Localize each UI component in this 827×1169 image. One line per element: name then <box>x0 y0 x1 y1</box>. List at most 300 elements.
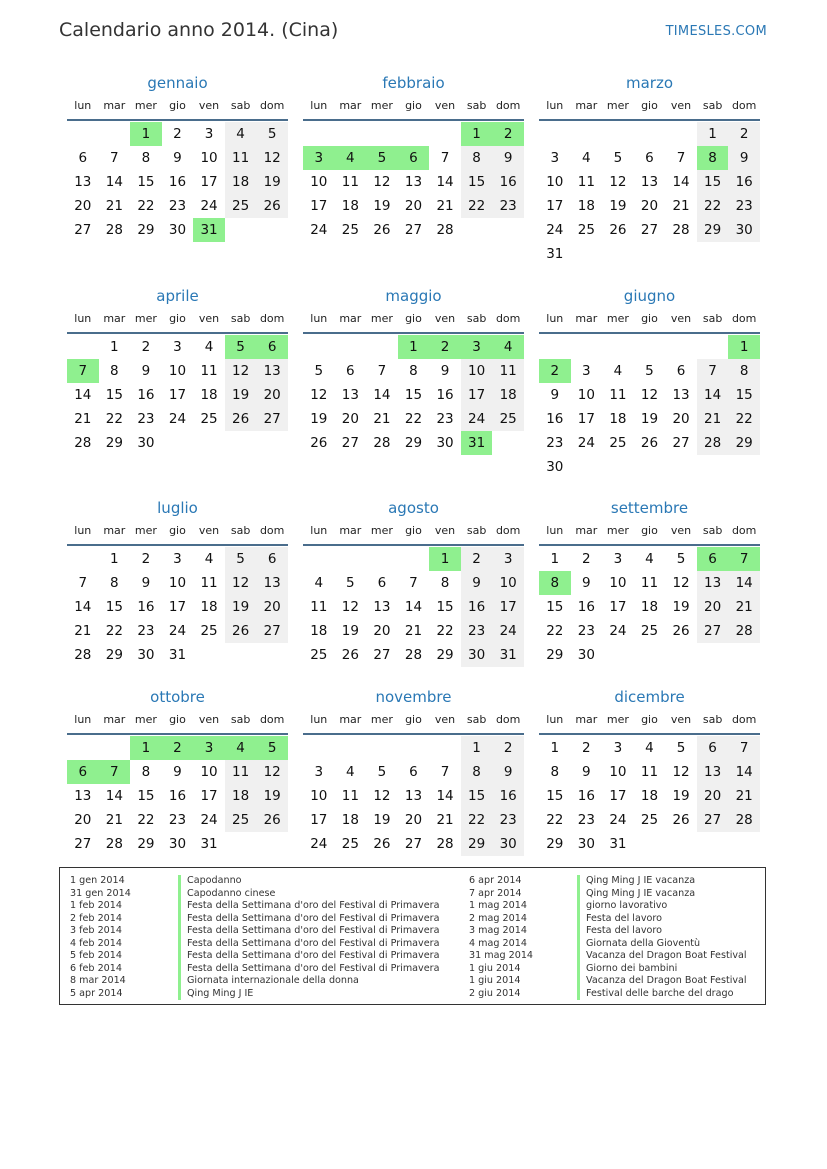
weekday-label: mer <box>606 99 629 112</box>
legend-date: 31 gen 2014 <box>70 887 131 899</box>
day-cell: 12 <box>373 174 391 190</box>
day-cell: 31 <box>609 836 627 852</box>
day-cell: 5 <box>225 547 257 571</box>
day-cell: 27 <box>74 222 92 238</box>
legend-holiday-name: Giornata internazionale della donna <box>178 975 359 988</box>
legend-row <box>70 950 439 963</box>
day-cell: 10 <box>310 174 328 190</box>
day-cell: 10 <box>577 387 595 403</box>
legend-holiday-name: Capodanno <box>178 875 242 888</box>
day-cell: 14 <box>728 571 760 595</box>
day-cell: 19 <box>256 170 288 194</box>
holiday-day-cell: 2 <box>539 359 571 383</box>
day-cell: 30 <box>546 459 564 475</box>
weekday-label: sab <box>702 99 723 112</box>
day-cell: 19 <box>225 383 257 407</box>
day-cell: 17 <box>168 387 187 403</box>
legend-row <box>469 938 747 951</box>
day-cell: 21 <box>404 623 423 639</box>
day-cell: 31 <box>168 647 187 663</box>
day-cell: 23 <box>492 808 524 832</box>
day-cell: 8 <box>141 764 151 780</box>
day-cell: 25 <box>341 222 359 238</box>
weekday-label: gio <box>405 312 422 325</box>
day-cell: 11 <box>640 575 659 591</box>
day-cell: 20 <box>74 198 92 214</box>
legend-holiday-name: giorno lavorativo <box>577 900 667 913</box>
weekday-label: gio <box>641 312 658 325</box>
weekday-label: dom <box>259 99 285 112</box>
day-cell: 1 <box>110 551 119 567</box>
day-cell: 26 <box>672 623 690 639</box>
day-cell: 30 <box>436 435 454 451</box>
legend-row <box>70 963 439 976</box>
day-cell: 13 <box>640 174 659 190</box>
day-cell: 5 <box>256 122 288 146</box>
day-cell: 3 <box>613 551 623 567</box>
day-cell: 9 <box>550 387 560 403</box>
weekday-label: mer <box>134 99 157 112</box>
legend-row <box>70 975 439 988</box>
empty-cell <box>162 431 194 455</box>
day-cell: 2 <box>728 122 760 146</box>
legend-row <box>70 988 439 1001</box>
empty-cell <box>366 122 398 146</box>
empty-cell <box>67 736 99 760</box>
day-cell: 9 <box>492 146 524 170</box>
day-cell: 16 <box>492 170 524 194</box>
day-cell: 21 <box>74 411 92 427</box>
brand-link[interactable]: TIMESLES.COM <box>665 24 767 39</box>
month-name: novembre <box>375 688 452 706</box>
day-cell: 14 <box>697 383 729 407</box>
empty-cell <box>602 122 634 146</box>
weekday-label: lun <box>546 713 564 726</box>
legend-date: 31 mag 2014 <box>469 950 534 961</box>
day-grid <box>67 122 288 242</box>
empty-cell <box>634 242 666 266</box>
day-cell: 8 <box>409 363 418 379</box>
day-cell: 7 <box>676 150 686 166</box>
empty-cell <box>492 218 524 242</box>
day-cell: 14 <box>728 760 760 784</box>
day-cell: 5 <box>676 740 686 756</box>
weekday-label: sab <box>230 713 251 726</box>
empty-cell <box>728 455 760 479</box>
holiday-day-cell: 1 <box>461 122 493 146</box>
month-name: agosto <box>388 499 439 517</box>
day-cell: 8 <box>110 363 119 379</box>
day-cell: 9 <box>582 575 591 591</box>
month-name: febbraio <box>382 74 445 92</box>
legend-date: 6 apr 2014 <box>469 875 522 886</box>
day-grid <box>303 122 524 242</box>
empty-cell <box>429 736 461 760</box>
day-cell: 28 <box>404 647 423 663</box>
day-cell: 5 <box>314 363 324 379</box>
day-cell: 4 <box>204 339 214 355</box>
day-cell: 6 <box>256 547 288 571</box>
day-cell: 6 <box>645 150 654 166</box>
day-cell: 25 <box>609 435 627 451</box>
day-grid <box>303 335 524 455</box>
day-cell: 6 <box>409 764 418 780</box>
day-cell: 18 <box>200 599 218 615</box>
legend-holiday-name: Giornata della Gioventù <box>577 938 700 951</box>
weekday-label: mer <box>606 524 629 537</box>
weekday-label: ven <box>670 312 692 325</box>
legend-holiday-name: Festa della Settimana d'oro del Festival di Primavera <box>178 925 439 938</box>
day-cell: 26 <box>341 647 359 663</box>
day-cell: 25 <box>200 623 218 639</box>
empty-cell <box>303 122 335 146</box>
day-cell: 20 <box>256 595 288 619</box>
day-cell: 18 <box>640 788 659 804</box>
day-cell: 3 <box>492 547 524 571</box>
day-cell: 23 <box>728 194 760 218</box>
day-cell: 18 <box>609 411 627 427</box>
day-cell: 8 <box>440 575 450 591</box>
month-giugno <box>539 285 760 479</box>
day-cell: 22 <box>436 623 454 639</box>
day-cell: 19 <box>373 198 391 214</box>
weekday-label: sab <box>466 713 487 726</box>
holiday-day-cell: 5 <box>225 335 257 359</box>
day-cell: 27 <box>74 836 92 852</box>
day-cell: 17 <box>492 595 524 619</box>
legend-column-left <box>70 875 439 1000</box>
day-cell: 10 <box>168 575 187 591</box>
day-cell: 16 <box>436 387 454 403</box>
weekday-label: ven <box>434 99 456 112</box>
weekday-label: mar <box>339 312 362 325</box>
month-name: gennaio <box>147 74 208 92</box>
empty-cell <box>225 832 257 856</box>
day-cell: 20 <box>341 411 359 427</box>
legend-date: 2 giu 2014 <box>469 987 521 999</box>
weekday-header <box>539 713 760 735</box>
weekday-header <box>303 524 524 546</box>
day-cell: 23 <box>168 812 187 828</box>
day-cell: 10 <box>609 575 627 591</box>
legend-holiday-name: Vacanza del Dragon Boat Festival <box>577 975 747 988</box>
day-cell: 17 <box>609 599 627 615</box>
day-cell: 28 <box>672 222 690 238</box>
empty-cell <box>697 832 729 856</box>
day-cell: 2 <box>461 547 493 571</box>
empty-cell <box>665 335 697 359</box>
weekday-label: sab <box>702 524 723 537</box>
day-cell: 11 <box>225 146 257 170</box>
day-cell: 17 <box>168 599 187 615</box>
weekday-label: sab <box>702 312 723 325</box>
month-novembre <box>303 686 524 856</box>
weekday-label: lun <box>546 312 564 325</box>
day-cell: 6 <box>346 363 355 379</box>
holiday-day-cell: 1 <box>130 122 162 146</box>
day-cell: 2 <box>582 551 591 567</box>
day-cell: 26 <box>310 435 328 451</box>
day-cell: 4 <box>204 551 214 567</box>
weekday-label: gio <box>641 713 658 726</box>
day-cell: 28 <box>74 647 92 663</box>
weekday-label: ven <box>198 524 220 537</box>
day-cell: 14 <box>105 788 123 804</box>
weekday-label: dom <box>259 312 285 325</box>
holiday-day-cell: 3 <box>303 146 335 170</box>
weekday-label: ven <box>434 312 456 325</box>
holiday-day-cell: 5 <box>256 736 288 760</box>
weekday-header <box>303 713 524 735</box>
empty-cell <box>665 242 697 266</box>
weekday-label: ven <box>198 713 220 726</box>
empty-cell <box>335 122 367 146</box>
day-cell: 7 <box>697 359 729 383</box>
legend-holiday-name: Festa del lavoro <box>577 913 662 926</box>
weekday-label: gio <box>169 99 186 112</box>
empty-cell <box>303 335 335 359</box>
weekday-label: mar <box>575 524 598 537</box>
empty-cell <box>225 431 257 455</box>
day-cell: 17 <box>609 788 627 804</box>
weekday-label: lun <box>546 99 564 112</box>
day-cell: 25 <box>225 808 257 832</box>
day-cell: 5 <box>346 575 355 591</box>
page-title: Calendario anno 2014. (Cina) <box>59 19 339 41</box>
legend-row <box>70 900 439 913</box>
day-cell: 30 <box>728 218 760 242</box>
legend-date: 1 giu 2014 <box>469 975 521 986</box>
holiday-day-cell: 3 <box>193 736 225 760</box>
day-cell: 26 <box>373 836 391 852</box>
day-cell: 12 <box>609 174 627 190</box>
day-cell: 20 <box>697 595 729 619</box>
day-cell: 13 <box>256 571 288 595</box>
day-cell: 14 <box>404 599 423 615</box>
empty-cell <box>634 832 666 856</box>
weekday-label: sab <box>230 99 251 112</box>
day-cell: 27 <box>672 435 690 451</box>
day-cell: 4 <box>225 122 257 146</box>
weekday-label: gio <box>641 524 658 537</box>
day-cell: 28 <box>74 435 92 451</box>
legend-date: 7 apr 2014 <box>469 887 522 899</box>
month-name: maggio <box>385 287 442 305</box>
month-gennaio <box>67 72 288 242</box>
weekday-label: ven <box>434 713 456 726</box>
holiday-day-cell: 2 <box>162 736 194 760</box>
day-cell: 29 <box>105 435 123 451</box>
holiday-day-cell: 8 <box>539 571 571 595</box>
weekday-label: gio <box>169 713 186 726</box>
empty-cell <box>634 643 666 667</box>
weekday-label: lun <box>74 99 92 112</box>
weekday-label: sab <box>230 312 251 325</box>
day-cell: 19 <box>373 812 391 828</box>
weekday-label: dom <box>495 99 521 112</box>
day-cell: 1 <box>461 736 493 760</box>
day-cell: 8 <box>461 760 493 784</box>
day-cell: 7 <box>728 736 760 760</box>
day-cell: 23 <box>577 812 595 828</box>
day-cell: 15 <box>436 599 454 615</box>
legend-row <box>469 925 747 938</box>
day-cell: 28 <box>105 222 123 238</box>
day-grid <box>67 547 288 667</box>
day-cell: 15 <box>404 387 423 403</box>
legend-date: 1 gen 2014 <box>70 875 125 886</box>
weekday-label: mer <box>134 713 157 726</box>
day-cell: 22 <box>461 808 493 832</box>
holiday-day-cell: 1 <box>130 736 162 760</box>
month-name: marzo <box>625 74 674 92</box>
day-cell: 23 <box>492 194 524 218</box>
legend-date: 4 feb 2014 <box>70 937 122 949</box>
day-cell: 3 <box>314 764 324 780</box>
day-cell: 25 <box>341 836 359 852</box>
day-cell: 24 <box>200 198 218 214</box>
day-cell: 27 <box>404 222 423 238</box>
day-cell: 29 <box>461 832 493 856</box>
day-cell: 17 <box>200 174 218 190</box>
day-cell: 12 <box>310 387 328 403</box>
day-cell: 13 <box>373 599 391 615</box>
empty-cell <box>67 335 99 359</box>
day-cell: 15 <box>137 788 155 804</box>
day-cell: 21 <box>436 198 454 214</box>
day-cell: 13 <box>697 571 729 595</box>
weekday-label: mer <box>370 312 393 325</box>
day-cell: 18 <box>492 383 524 407</box>
day-cell: 15 <box>728 383 760 407</box>
weekday-label: sab <box>230 524 251 537</box>
day-cell: 16 <box>577 788 595 804</box>
day-cell: 24 <box>461 407 493 431</box>
day-cell: 13 <box>74 174 92 190</box>
day-cell: 12 <box>373 788 391 804</box>
month-dicembre <box>539 686 760 856</box>
legend-date: 5 feb 2014 <box>70 950 122 961</box>
day-cell: 8 <box>728 359 760 383</box>
empty-cell <box>303 736 335 760</box>
day-cell: 9 <box>173 764 182 780</box>
day-cell: 12 <box>256 146 288 170</box>
day-cell: 4 <box>582 150 591 166</box>
day-cell: 15 <box>105 387 123 403</box>
day-cell: 24 <box>609 812 627 828</box>
weekday-header <box>303 99 524 121</box>
day-cell: 25 <box>225 194 257 218</box>
empty-cell <box>602 335 634 359</box>
day-cell: 17 <box>310 812 328 828</box>
legend-date: 1 giu 2014 <box>469 962 521 974</box>
weekday-label: mer <box>606 312 629 325</box>
day-cell: 6 <box>377 575 387 591</box>
weekday-label: gio <box>405 713 422 726</box>
weekday-label: lun <box>310 99 328 112</box>
day-cell: 16 <box>577 599 595 615</box>
weekday-label: dom <box>495 713 521 726</box>
weekday-label: mar <box>103 99 126 112</box>
day-cell: 30 <box>137 435 155 451</box>
holiday-day-cell: 1 <box>429 547 461 571</box>
legend-date: 1 mag 2014 <box>469 900 527 911</box>
weekday-label: mar <box>339 713 362 726</box>
day-cell: 25 <box>640 623 659 639</box>
day-cell: 15 <box>546 788 564 804</box>
holiday-day-cell: 2 <box>429 335 461 359</box>
day-cell: 11 <box>225 760 257 784</box>
day-cell: 18 <box>225 170 257 194</box>
day-cell: 5 <box>645 363 654 379</box>
day-cell: 26 <box>225 619 257 643</box>
day-cell: 10 <box>609 764 627 780</box>
day-cell: 28 <box>105 836 123 852</box>
empty-cell <box>256 832 288 856</box>
day-cell: 16 <box>168 174 187 190</box>
month-marzo <box>539 72 760 266</box>
day-cell: 10 <box>492 571 524 595</box>
holiday-day-cell: 31 <box>461 431 493 455</box>
weekday-label: dom <box>495 312 521 325</box>
day-cell: 24 <box>200 812 218 828</box>
day-cell: 10 <box>168 363 187 379</box>
weekday-label: gio <box>405 99 422 112</box>
weekday-label: mer <box>606 713 629 726</box>
legend-date: 2 mag 2014 <box>469 912 527 924</box>
day-cell: 14 <box>105 174 123 190</box>
day-cell: 1 <box>697 122 729 146</box>
legend-holiday-name: Festival delle barche del drago <box>577 988 733 1001</box>
weekday-label: gio <box>169 312 186 325</box>
holiday-day-cell: 4 <box>335 146 367 170</box>
day-cell: 24 <box>609 623 627 639</box>
holiday-day-cell: 31 <box>193 218 225 242</box>
day-cell: 27 <box>697 808 729 832</box>
weekday-label: gio <box>641 99 658 112</box>
day-cell: 14 <box>373 387 391 403</box>
day-cell: 11 <box>577 174 595 190</box>
legend-holiday-name: Qing Ming J IE vacanza <box>577 888 695 901</box>
day-cell: 30 <box>461 643 493 667</box>
day-cell: 26 <box>256 808 288 832</box>
day-cell: 28 <box>436 836 454 852</box>
weekday-label: mar <box>575 713 598 726</box>
weekday-header <box>539 99 760 121</box>
day-cell: 31 <box>200 836 218 852</box>
day-cell: 7 <box>409 575 418 591</box>
day-cell: 26 <box>373 222 391 238</box>
day-cell: 29 <box>137 222 155 238</box>
day-cell: 9 <box>582 764 591 780</box>
day-cell: 14 <box>672 174 690 190</box>
day-cell: 3 <box>550 150 560 166</box>
weekday-label: sab <box>466 99 487 112</box>
day-cell: 20 <box>697 784 729 808</box>
day-cell: 12 <box>225 571 257 595</box>
day-cell: 12 <box>256 760 288 784</box>
day-grid <box>303 736 524 856</box>
day-cell: 10 <box>461 359 493 383</box>
day-cell: 8 <box>141 150 151 166</box>
day-cell: 16 <box>492 784 524 808</box>
day-cell: 5 <box>613 150 623 166</box>
legend-date: 6 feb 2014 <box>70 962 122 974</box>
day-grid <box>539 122 760 266</box>
day-cell: 30 <box>137 647 155 663</box>
month-name: luglio <box>157 499 198 517</box>
holiday-day-cell: 2 <box>492 122 524 146</box>
